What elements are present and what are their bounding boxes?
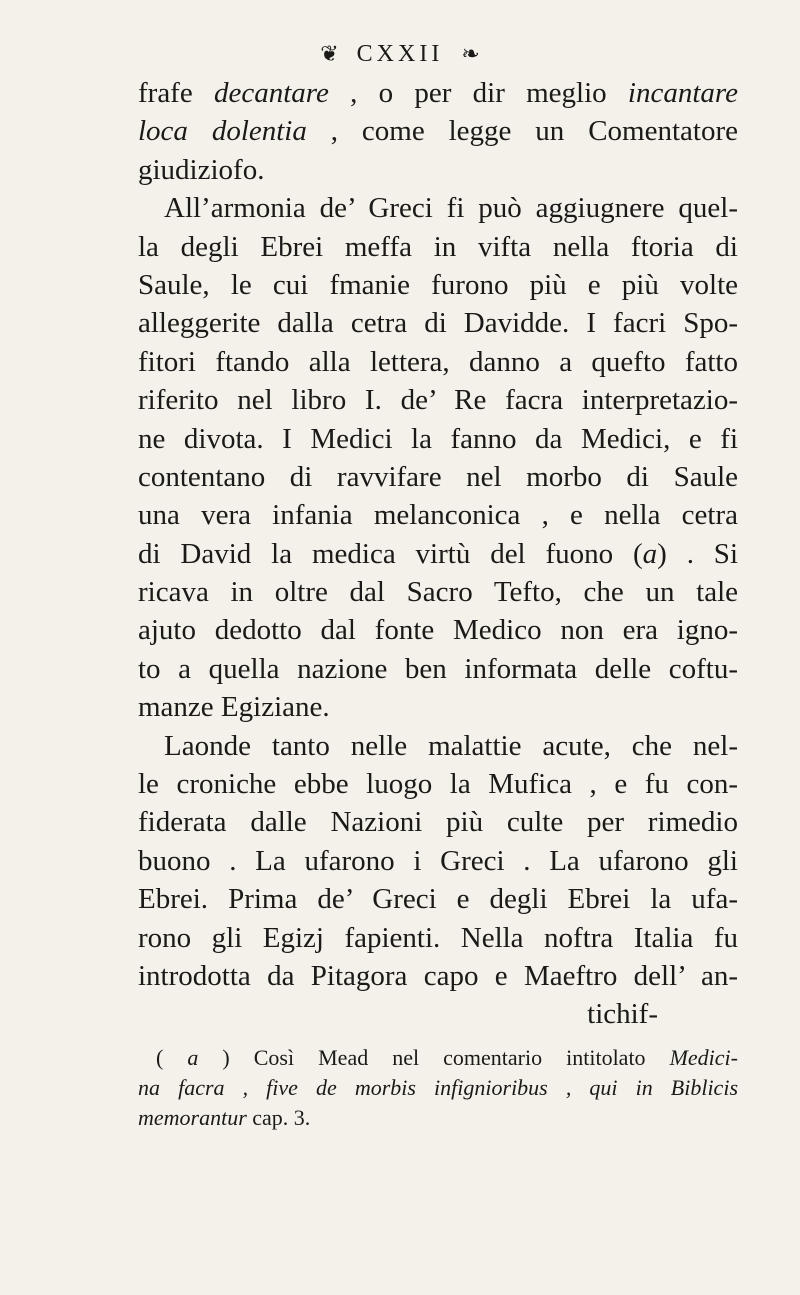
footnote-line [138, 1103, 738, 1133]
body-text-segment: le croniche ebbe luogo la Mufica , e fu con- [138, 768, 738, 801]
body-text-segment: fiderata dalle Nazioni più culte per rimedio [138, 806, 738, 839]
body-line [138, 573, 738, 611]
body-line [138, 957, 738, 995]
body-text-segment: ) . Si [657, 537, 738, 570]
footnote-text-segment: ( [156, 1045, 188, 1070]
body-text-segment: rono gli Egizj fapienti. Nella noftra Italia fu [138, 921, 738, 954]
body-line [138, 688, 738, 726]
body-line [138, 880, 738, 918]
body-text-segment: manze Egiziane. [138, 691, 330, 724]
body-text-segment: riferito nel libro I. de’ Re facra interpretazio- [138, 384, 738, 417]
body-text-segment: ajuto dedotto dal fonte Medico non era igno- [138, 614, 738, 647]
footnote-text-segment: cap. 3. [246, 1105, 311, 1130]
body-line [138, 266, 738, 304]
body-text-segment: a [642, 537, 658, 570]
body-text-segment: Laonde tanto nelle malattie acute, che nel- [164, 729, 738, 762]
body-text-segment: di David la medica virtù del fuono ( [138, 537, 643, 570]
footnote-line [138, 1073, 738, 1103]
body-text-segment: loca dolentia [138, 115, 307, 148]
page-number: CXXII [356, 40, 444, 67]
body-line [138, 420, 738, 458]
body-text-segment: incantare [627, 77, 738, 109]
footnote-text-segment: ) Così Mead nel comentario intitolato [198, 1045, 670, 1070]
body-text-segment: , come legge un Comentatore [306, 115, 738, 148]
body-line [138, 650, 738, 688]
body-text-segment: fitori ftando alla lettera, danno a quefto fatto [138, 345, 738, 378]
body-text-segment: ne divota. I Medici la fanno da Medici, e fi [138, 422, 738, 455]
left-ornament-icon: ❦ [320, 41, 339, 67]
body-text-segment: giudiziofo. [138, 153, 265, 186]
body-line [138, 535, 738, 573]
body-line [138, 842, 738, 880]
body-line [138, 189, 738, 227]
body-text-segment: la degli Ebrei meffa in vifta nella ftoria di [138, 230, 738, 263]
body-line [138, 74, 738, 112]
body-line [138, 381, 738, 419]
body-line [138, 304, 738, 342]
body-line [138, 919, 738, 957]
body-text-segment: , o per dir meglio [328, 77, 628, 109]
body-text-segment: ricava in oltre dal Sacro Tefto, che un tale [138, 576, 738, 609]
footnote-text-segment: a [187, 1045, 199, 1070]
body-text-segment: frafe [138, 77, 214, 109]
body-line [138, 151, 738, 189]
body-line [138, 765, 738, 803]
body-text-segment: buono . La ufarono i Greci . La ufarono gli [138, 844, 738, 877]
body-text-segment: una vera infania melanconica , e nella cetra [138, 499, 738, 532]
body-text-segment: All’armonia de’ Greci fi può aggiugnere quel- [164, 192, 738, 225]
body-text-segment: Saule, le cui fmanie furono più e più volte [138, 268, 738, 301]
catchword: tichif- [587, 998, 658, 1031]
body-text-segment: alleggerite dalla cetra di Davidde. I facri Spo- [138, 307, 738, 340]
body-text-segment: to a quella nazione ben informata delle coftu- [138, 652, 738, 685]
footnote-text-segment: Medici- [669, 1045, 738, 1070]
body-line [138, 727, 738, 765]
footnote-line [138, 1043, 738, 1073]
body-line [138, 343, 738, 381]
footnote-text-segment: na facra , five de morbis infignioribus , qui in Biblicis [138, 1075, 738, 1100]
footnote [138, 1043, 738, 1133]
right-ornament-icon: ❧ [461, 41, 480, 67]
body-line [138, 496, 738, 534]
body-text-segment: contentano di ravvifare nel morbo di Saule [138, 460, 738, 493]
body-line [138, 611, 738, 649]
main-text [138, 74, 738, 1034]
body-text-segment: Ebrei. Prima de’ Greci e degli Ebrei la ufa- [138, 883, 738, 916]
footnote-text-segment: memorantur [138, 1105, 247, 1130]
body-line [138, 112, 738, 150]
body-text-segment: decantare [213, 77, 329, 109]
body-line [138, 803, 738, 841]
body-line [138, 458, 738, 496]
body-text-segment: introdotta da Pitagora capo e Maeftro dell’ an- [138, 959, 738, 992]
body-line [138, 228, 738, 266]
page-header [0, 40, 800, 68]
